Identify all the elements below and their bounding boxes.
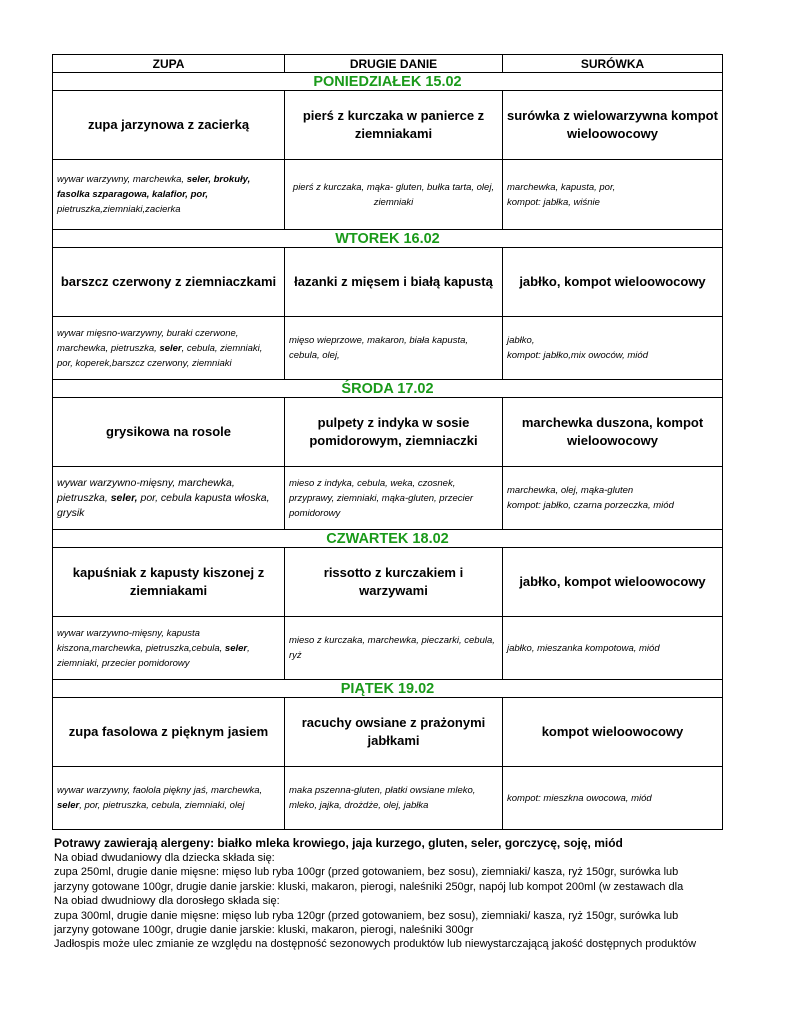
header-soup: ZUPA: [53, 55, 285, 73]
day-row-thursday: [53, 530, 723, 548]
soup-dish: barszcz czerwony z ziemniaczkami: [53, 248, 285, 317]
main-dish: łazanki z mięsem i białą kapustą: [285, 248, 503, 317]
salad-dish: jabłko, kompot wieloowocowy: [503, 548, 723, 617]
salad-dish: marchewka duszona, kompot wieloowocowy: [503, 398, 723, 467]
dish-row: [53, 698, 723, 767]
day-title: CZWARTEK 18.02: [53, 530, 723, 548]
soup-dish: grysikowa na rosole: [53, 398, 285, 467]
day-row-monday: [53, 73, 723, 91]
day-title: PONIEDZIAŁEK 15.02: [53, 73, 723, 91]
soup-ingredients: wywar mięsno-warzywny, buraki czerwone, marchewka, pietruszka, seler, cebula, ziemniaki, por, koperek,barszcz czerwony, ziemniaki: [53, 317, 285, 380]
header-main: DRUGIE DANIE: [285, 55, 503, 73]
header-row: [53, 55, 723, 73]
salad-ingredients: jabłko, mieszanka kompotowa, miód: [503, 617, 723, 680]
menu-table: [52, 54, 723, 830]
salad-ingredients: marchewka, olej, mąka-gluten kompot: jabłko, czarna porzeczka, miód: [503, 467, 723, 530]
child-portion-line: jarzyny gotowane 100gr, drugie danie jarskie: kluski, makaron, pierogi, naleśniki 250gr, napój lub kompot 200ml (w zestawach dla: [54, 880, 684, 893]
allergens-note: Potrawy zawierają alergeny: białko mleka krowiego, jaja kurzego, gluten, seler, gorczycę, soję, miód: [54, 836, 623, 850]
ingredients-row: [53, 160, 723, 230]
adult-portion-title: Na obiad dwudniowy dla dorosłego składa się:: [54, 895, 280, 908]
soup-dish: kapuśniak z kapusty kiszonej z ziemniakami: [53, 548, 285, 617]
ingredients-row: [53, 467, 723, 530]
day-row-wednesday: [53, 380, 723, 398]
disclaimer: Jadłospis może ulec zmianie ze względu na dostępność sezonowych produktów lub niewystarczającą jakość dostępnych produktów: [54, 938, 697, 951]
child-portion-title: Na obiad dwudaniowy dla dziecka składa się:: [54, 852, 275, 864]
main-dish: pierś z kurczaka w panierce z ziemniakami: [285, 91, 503, 160]
salad-ingredients: jabłko, kompot: jabłko,mix owoców, miód: [503, 317, 723, 380]
dish-row: [53, 548, 723, 617]
ingredients-row: [53, 317, 723, 380]
notes-section: [54, 836, 734, 952]
dish-row: [53, 91, 723, 160]
main-ingredients: maka pszenna-gluten, płatki owsiane mleko, mleko, jajka, drożdże, olej, jabłka: [285, 767, 503, 830]
main-ingredients: mieso z kurczaka, marchewka, pieczarki, cebula, ryż: [285, 617, 503, 680]
ingredients-row: [53, 617, 723, 680]
salad-ingredients: marchewka, kapusta, por, kompot: jabłka, wiśnie: [503, 160, 723, 230]
header-salad: SURÓWKA: [503, 55, 723, 73]
day-title: PIĄTEK 19.02: [53, 680, 723, 698]
salad-dish: kompot wieloowocowy: [503, 698, 723, 767]
main-ingredients: mieso z indyka, cebula, weka, czosnek, przyprawy, ziemniaki, mąka-gluten, przecier pomidorowy: [285, 467, 503, 530]
soup-ingredients: wywar warzywny, faolola piękny jaś, marchewka, seler, por, pietruszka, cebula, ziemniaki, olej: [53, 767, 285, 830]
day-row-tuesday: [53, 230, 723, 248]
main-ingredients: mięso wieprzowe, makaron, biała kapusta, cebula, olej,: [285, 317, 503, 380]
dish-row: [53, 248, 723, 317]
dish-row: [53, 398, 723, 467]
day-title: WTOREK 16.02: [53, 230, 723, 248]
day-row-friday: [53, 680, 723, 698]
salad-dish: jabłko, kompot wieloowocowy: [503, 248, 723, 317]
soup-dish: zupa fasolowa z pięknym jasiem: [53, 698, 285, 767]
salad-dish: surówka z wielowarzywna kompot wieloowocowy: [503, 91, 723, 160]
adult-portion-line: zupa 300ml, drugie danie mięsne: mięso lub ryba 120gr (przed gotowaniem, bez sosu), ziemniaki/ kasza, ryż 150gr, surówka lub: [54, 909, 679, 922]
salad-ingredients: kompot: mieszkna owocowa, miód: [503, 767, 723, 830]
day-title: ŚRODA 17.02: [53, 380, 723, 398]
soup-ingredients: wywar warzywny, marchewka, seler, brokuły, fasolka szparagowa, kalafior, por, pietruszka,ziemniaki,zacierka: [53, 160, 285, 230]
adult-portion-line: jarzyny gotowane 100gr, drugie danie jarskie: kluski, makaron, pierogi, naleśniki 300gr: [54, 924, 474, 937]
soup-dish: zupa jarzynowa z zacierką: [53, 91, 285, 160]
main-dish: rissotto z kurczakiem i warzywami: [285, 548, 503, 617]
ingredients-row: [53, 767, 723, 830]
soup-ingredients: wywar warzywno-mięsny, marchewka, pietruszka, seler, por, cebula kapusta włoska, grysik: [53, 467, 285, 530]
main-dish: pulpety z indyka w sosie pomidorowym, ziemniaczki: [285, 398, 503, 467]
main-ingredients: pierś z kurczaka, mąka- gluten, bułka tarta, olej, ziemniaki: [285, 160, 503, 230]
child-portion-line: zupa 250ml, drugie danie mięsne: mięso lub ryba 100gr (przed gotowaniem, bez sosu), ziemniaki/ kasza, ryż 150gr, surówka lub: [54, 866, 679, 879]
soup-ingredients: wywar warzywno-mięsny, kapusta kiszona,marchewka, pietruszka,cebula, seler, ziemniaki, przecier pomidorowy: [53, 617, 285, 680]
main-dish: racuchy owsiane z prażonymi jabłkami: [285, 698, 503, 767]
